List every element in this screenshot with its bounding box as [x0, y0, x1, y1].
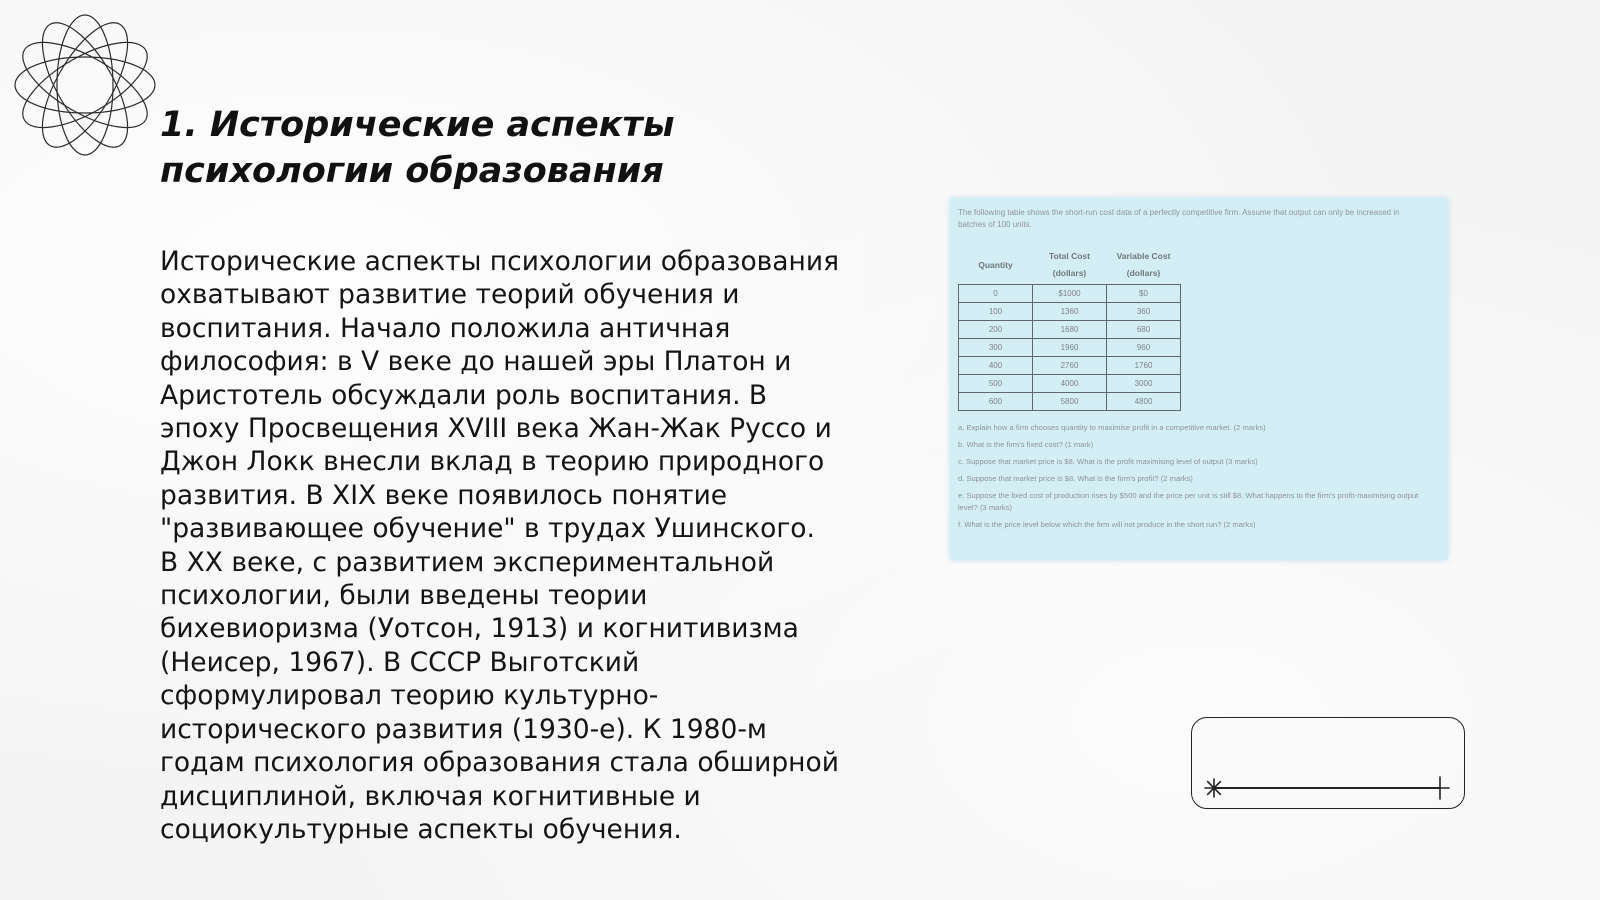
- cost-table: [958, 246, 1181, 411]
- slide-title: 1. Исторические аспекты психологии образования: [160, 105, 675, 191]
- list-item: f. What is the price level below which the firm will not produce in the short run? (2 marks): [958, 520, 1256, 529]
- table-cell: 360: [1107, 303, 1181, 321]
- table-cell: 960: [1107, 339, 1181, 357]
- table-cell: 500: [959, 375, 1033, 393]
- question-list: [958, 422, 1438, 536]
- column-header-total-cost: Total Cost (dollars): [1049, 251, 1090, 278]
- problem-intro: The following table shows the short-run cost data of a perfectly competitive firm. Assume that output can only be increased in batches of 100 units.: [958, 208, 1400, 229]
- table-cell: 3000: [1107, 375, 1181, 393]
- table-cell: 4800: [1107, 393, 1181, 411]
- list-item: e. Suppose the fixed cost of production rises by $500 and the price per unit is still $8. What happens to the firm's profit-maximising output level? (3 marks): [958, 491, 1419, 512]
- table-cell: 100: [959, 303, 1033, 321]
- table-cell: 600: [959, 393, 1033, 411]
- sparkle-star-icon: [1204, 778, 1224, 798]
- table-row: [959, 357, 1181, 375]
- column-header-variable-cost: Variable Cost (dollars): [1116, 251, 1171, 278]
- table-row: [959, 285, 1181, 303]
- table-row: [959, 303, 1181, 321]
- table-cell: $0: [1107, 285, 1181, 303]
- slide-body-text: Исторические аспекты психологии образования охватывают развитие теорий обучения и воспитания. Начало положила античная философия: в V веке до нашей эры Платон и Аристотель обсуждали роль воспитания. В эпоху Просвещения XVIII века Жан-Жак Руссо и Джон Локк внесли вклад в теорию природного развития. В XIX веке появилось понятие "развивающее обучение" в трудах Ушинского. В XX веке, с развитием экспериментальной психологии, были введены теории бихевиоризма (Уотсон, 1913) и когнитивизма (Неисер, 1967). В СССР Выготский сформулировал теорию культурно-исторического развития (1930-е). К 1980-м годам психология образования стала обширной дисциплиной, включая когнитивные и социокультурные аспекты обучения.: [160, 246, 840, 845]
- table-row: [959, 393, 1181, 411]
- list-item: a. Explain how a firm chooses quantity to maximise profit in a competitive market. (2 marks): [958, 423, 1266, 432]
- crosshair-icon: [1428, 776, 1452, 800]
- list-item: b. What is the firm's fixed cost? (1 mark): [958, 440, 1094, 449]
- table-cell: 0: [959, 285, 1033, 303]
- column-header-quantity: Quantity: [978, 259, 1013, 270]
- table-cell: 400: [959, 357, 1033, 375]
- table-cell: 1360: [1033, 303, 1107, 321]
- table-row: [959, 375, 1181, 393]
- table-cell: 1960: [1033, 339, 1107, 357]
- list-item: d. Suppose that market price is $8. What is the firm's profit? (2 marks): [958, 474, 1193, 483]
- table-row: [959, 321, 1181, 339]
- table-cell: 2760: [1033, 357, 1107, 375]
- list-item: c. Suppose that market price is $8. What is the profit maximising level of output (3 marks): [958, 457, 1258, 466]
- table-cell: 5800: [1033, 393, 1107, 411]
- decorative-slider-line: [1214, 787, 1440, 789]
- table-cell: 1680: [1033, 321, 1107, 339]
- table-cell: 300: [959, 339, 1033, 357]
- table-cell: 4000: [1033, 375, 1107, 393]
- table-row: [959, 339, 1181, 357]
- table-cell: 200: [959, 321, 1033, 339]
- problem-card-image: [950, 198, 1448, 560]
- table-cell: 680: [1107, 321, 1181, 339]
- orbit-rings-icon: [10, 10, 160, 160]
- decorative-slider-frame: [1191, 717, 1465, 809]
- table-cell: 1760: [1107, 357, 1181, 375]
- table-cell: $1000: [1033, 285, 1107, 303]
